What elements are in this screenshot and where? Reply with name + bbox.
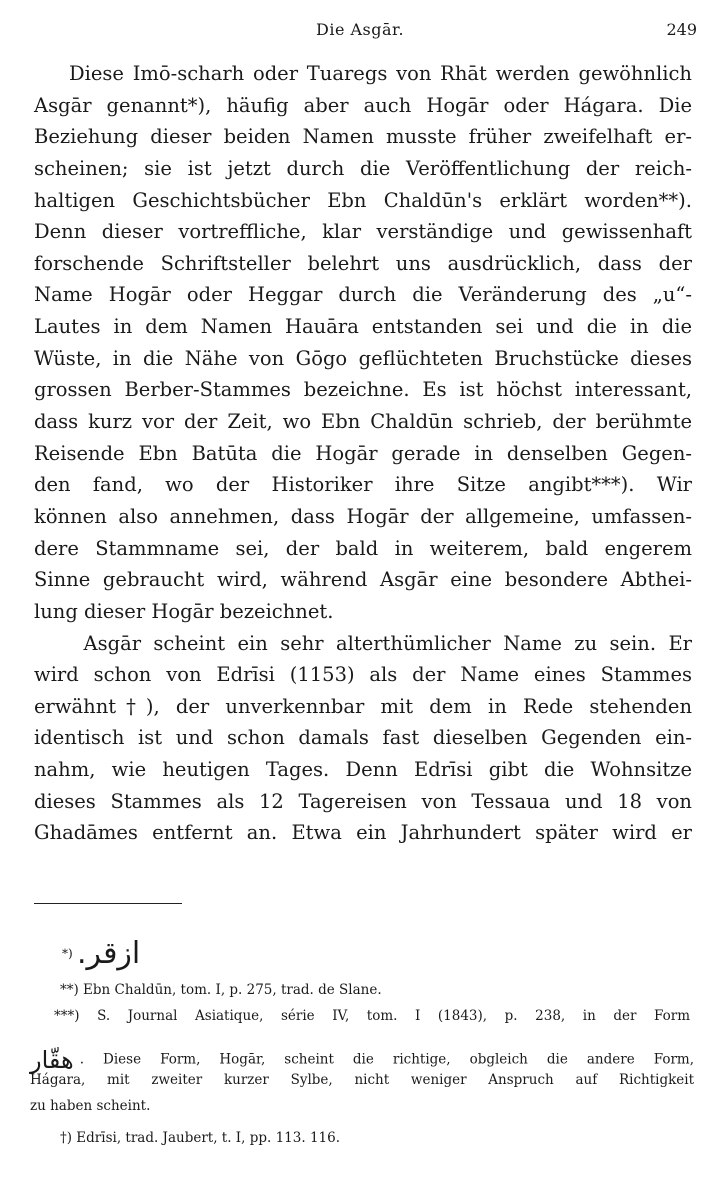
text-line: Lautes in dem Namen Hauāra entstanden sei und die in die (34, 315, 692, 339)
text-line: Wüste, in die Nähe von Gōgo geflüchteten Bruchstücke dieses (34, 346, 692, 370)
text-line: Beziehung dieser beiden Namen musste früher zweifelhaft er- (34, 125, 692, 149)
running-title: Die Asgār. (316, 20, 405, 39)
text-line: dieses Stammes als 12 Tagereisen von Tessaua und 18 von (34, 789, 692, 813)
page-header (0, 20, 721, 48)
footnote-divider (34, 903, 182, 904)
arabic-word: هقّار (30, 1046, 74, 1074)
text-line: haltigen Geschichtsbücher Ebn Chaldūn's erklärt worden**). (34, 188, 692, 212)
text-line: wird schon von Edrīsi (1153) als der Name eines Stammes (34, 663, 692, 687)
arabic-word: ازقر. (76, 936, 141, 971)
text-line: scheinen; sie ist jetzt durch die Veröffentlichung der reich- (34, 156, 692, 180)
text-line: nahm, wie heutigen Tages. Denn Edrīsi gibt die Wohnsitze (34, 758, 692, 782)
text-line: grossen Berber-Stammes bezeichne. Es ist höchst interessant, (34, 378, 692, 402)
footnote-3-continuation: Hágara, mit zweiter kurzer Sylbe, nicht weniger Anspruch auf Richtigkeit (30, 1072, 694, 1088)
text-line: Ghadāmes entfernt an. Etwa ein Jahrhundert später wird er (34, 821, 692, 845)
footnote-1 (62, 936, 140, 971)
text-line: lung dieser Hogār bezeichnet. (34, 599, 334, 623)
text-line: Asgār genannt*), häufig aber auch Hogār oder Hágara. Die (34, 93, 692, 117)
text-line: forschende Schriftsteller belehrt uns ausdrücklich, dass der (34, 251, 692, 275)
text-line: Reisende Ebn Batūta die Hogār gerade in denselben Gegen- (34, 441, 692, 465)
text-line: dass kurz vor der Zeit, wo Ebn Chaldūn schrieb, der berühmte (34, 410, 692, 434)
text-line: Sinne gebraucht wird, während Asgār eine besondere Abthei- (34, 568, 692, 592)
footnote-3: ***) S. Journal Asiatique, série IV, tom. I (1843), p. 238, in der Form (54, 1008, 690, 1024)
footnote-2: **) Ebn Chaldūn, tom. I, p. 275, trad. de Slane. (60, 982, 382, 998)
footnote-4: †) Edrīsi, trad. Jaubert, t. I, pp. 113. 116. (60, 1130, 340, 1146)
text-line: den fand, wo der Historiker ihre Sitze angibt***). Wir (34, 473, 692, 497)
text-line: erwähnt†), der unverkennbar mit dem in Rede stehenden (34, 694, 692, 718)
text-line: können also annehmen, dass Hogār der allgemeine, umfassen- (34, 504, 692, 528)
text-line: dere Stammname sei, der bald in weiterem, bald engerem (34, 536, 692, 560)
text-line: Denn dieser vortreffliche, klar verständige und gewissenhaft (34, 220, 692, 244)
page-number: 249 (666, 20, 697, 39)
footnote-text: . Diese Form, Hogār, scheint die richtige, obgleich die andere Form, (79, 1051, 694, 1068)
text-line: Name Hogār oder Heggar durch die Veränderung des „u“- (34, 283, 692, 307)
text-line: Asgār scheint ein sehr alterthümlicher Name zu sein. Er (34, 631, 692, 655)
footnote-3-continuation (30, 1046, 694, 1074)
text-line: Diese Imō-scharh oder Tuaregs von Rhāt werden gewöhnlich (34, 62, 692, 85)
footnote-3-continuation: zu haben scheint. (30, 1098, 151, 1114)
text-line: identisch ist und schon damals fast dieselben Gegenden ein- (34, 726, 692, 750)
body-text (34, 58, 692, 849)
footnote-marker: *) (62, 946, 73, 961)
